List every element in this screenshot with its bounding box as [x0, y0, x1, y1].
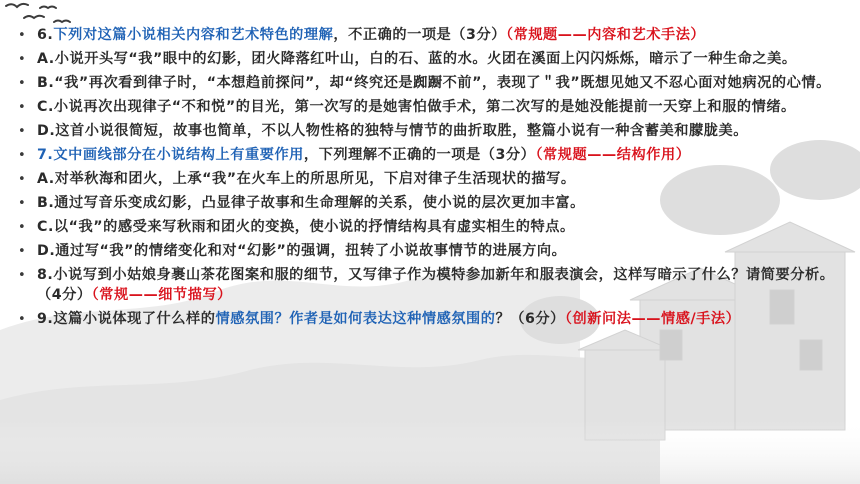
option-7d: • D.通过写“我”的情绪变化和对“幻影”的强调，扭转了小说故事情节的进展方向。 [0, 242, 844, 262]
question-tag: （创新问法——情感/手法） [564, 310, 741, 327]
question-tag: （常规题——内容和艺术手法） [505, 27, 706, 43]
question-highlight: 文中画线部分在小说结构上有重要作用 [53, 147, 304, 163]
option-7a: • A.对举秋海和团火，上承“我”在火车上的所思所见，下启对律子生活现状的描写。 [0, 170, 844, 190]
question-tag: （常规题——结构作用） [535, 147, 691, 163]
question-text-mid: ？作者是如何 [274, 310, 363, 327]
question-number: 6. [37, 27, 54, 43]
option-7b: • B.通过写音乐变成幻影，凸显律子故事和生命理解的关系，使小说的层次更加丰富。 [0, 194, 844, 214]
question-tag: （常规——细节描写） [91, 286, 232, 303]
question-number: 8. [37, 267, 54, 283]
question-number: 7. [37, 147, 54, 163]
question-text: 小说写到小姑娘身裹山茶花图案和服的细节，又写律子作为模特参加新年和服表演会，这样写暗示了什么？请简要分析。（4分） [37, 267, 835, 303]
question-7 [0, 146, 844, 166]
question-number: 9. [37, 310, 54, 327]
question-text-pre: 这篇小说体现了什么样的 [53, 310, 216, 327]
question-highlight-1: 情感氛围 [215, 310, 275, 327]
question-text: ，下列理解不正确的一项是（3分） [303, 147, 536, 163]
question-6 [0, 26, 844, 46]
option-6b: • B.“我”再次看到律子时，“本想趋前探问”，却“终究还是踟蹰不前”，表现了＂我”既想见她又不忍心面对她病况的心情。 [0, 74, 844, 94]
question-text: ，不正确的一项是（3分） [333, 27, 506, 43]
option-6a: • A.小说开头写“我”眼中的幻影，团火降落红叶山，白的石、蓝的水。火团在溪面上闪闪烁烁，暗示了一种生命之美。 [0, 50, 844, 70]
option-6d: • D.这首小说很简短，故事也简单，不以人物性格的独特与情节的曲折取胜，整篇小说有一种含蓄美和朦胧美。 [0, 122, 844, 142]
question-text-post: ？（6分） [495, 310, 565, 327]
question-highlight: 下列对这篇小说相关内容和艺术特色的理解 [53, 27, 334, 43]
question-8 [0, 266, 844, 305]
question-9 [0, 310, 844, 330]
option-6c: • C.小说再次出现律子“不和悦”的目光，第一次写的是她害怕做手术，第二次写的是她没能提前一天穿上和服的情绪。 [0, 98, 844, 118]
option-7c: • C.以“我”的感受来写秋雨和团火的变换，使小说的抒情结构具有虚实相生的特点。 [0, 218, 844, 238]
question-highlight-2: 表达这种情感氛围的 [362, 310, 496, 327]
